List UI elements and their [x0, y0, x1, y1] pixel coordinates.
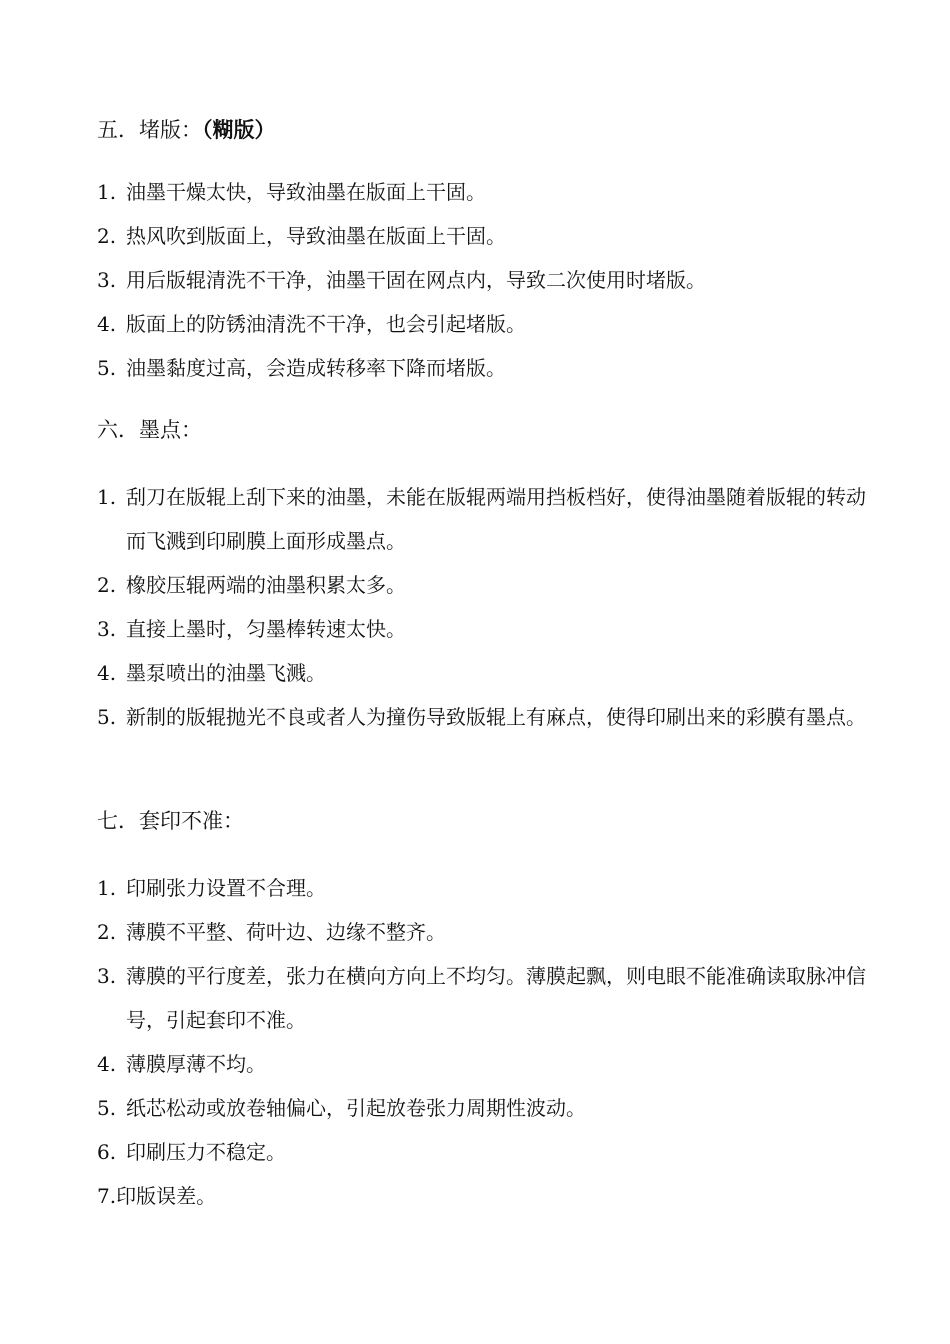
- item-number: 1.: [97, 876, 117, 900]
- item-text: 刮刀在版辊上刮下来的油墨，未能在版辊两端用挡板档好，使得油墨随着版辊的转动而飞溅到印刷膜上面形成墨点。: [126, 485, 866, 553]
- item-number: 6.: [97, 1140, 117, 1164]
- item-number: 5.: [97, 705, 117, 729]
- item-number: 5.: [97, 356, 117, 380]
- item-text: 薄膜厚薄不均。: [126, 1052, 266, 1076]
- list-item: [97, 475, 882, 563]
- list-item: [97, 1042, 882, 1086]
- item-text: 版面上的防锈油清洗不干净，也会引起堵版。: [126, 312, 526, 336]
- list-item: [97, 866, 882, 910]
- section-heading: [97, 115, 276, 145]
- list-item: [97, 170, 882, 214]
- item-text: 油墨干燥太快，导致油墨在版面上干固。: [126, 180, 486, 204]
- list-item: [97, 1130, 882, 1174]
- item-text: 印版误差。: [116, 1184, 217, 1208]
- list-item: [97, 1086, 882, 1130]
- section-heading-text: 六．墨点：: [97, 418, 202, 442]
- list-item: [97, 346, 882, 390]
- item-text: 纸芯松动或放卷轴偏心，引起放卷张力周期性波动。: [126, 1096, 586, 1120]
- list-item: [97, 214, 882, 258]
- list-item: [97, 607, 882, 651]
- list-item: [97, 258, 882, 302]
- section-heading-paren: （糊版）: [202, 118, 276, 142]
- item-number: 1.: [97, 180, 117, 204]
- list-item: [97, 563, 882, 607]
- item-number: 3.: [97, 617, 117, 641]
- item-text: 墨泵喷出的油墨飞溅。: [126, 661, 326, 685]
- section-heading: [97, 415, 202, 445]
- item-text: 直接上墨时，匀墨棒转速太快。: [126, 617, 406, 641]
- list-item: [97, 954, 882, 1042]
- list-item: [97, 1174, 882, 1218]
- list-item: [97, 302, 882, 346]
- item-number: 3.: [97, 268, 117, 292]
- item-text: 印刷压力不稳定。: [126, 1140, 286, 1164]
- item-number: 2.: [97, 573, 117, 597]
- item-number: 4.: [97, 661, 117, 685]
- item-text: 薄膜不平整、荷叶边、边缘不整齐。: [126, 920, 446, 944]
- item-number: 5.: [97, 1096, 117, 1120]
- section-heading: [97, 806, 244, 836]
- item-text: 新制的版辊抛光不良或者人为撞伤导致版辊上有麻点，使得印刷出来的彩膜有墨点。: [126, 705, 866, 729]
- item-number: 4.: [97, 312, 117, 336]
- item-text: 热风吹到版面上，导致油墨在版面上干固。: [126, 224, 506, 248]
- item-number: 7.: [97, 1184, 117, 1208]
- item-text: 橡胶压辊两端的油墨积累太多。: [126, 573, 406, 597]
- section-heading-text: 五．堵版：: [97, 118, 202, 142]
- list-item: [97, 910, 882, 954]
- item-text: 用后版辊清洗不干净，油墨干固在网点内，导致二次使用时堵版。: [126, 268, 706, 292]
- item-number: 2.: [97, 920, 117, 944]
- item-text: 薄膜的平行度差，张力在横向方向上不均匀。薄膜起飘，则电眼不能准确读取脉冲信号，引起套印不准。: [126, 964, 866, 1032]
- section-heading-text: 七．套印不准：: [97, 809, 244, 833]
- item-text: 印刷张力设置不合理。: [126, 876, 326, 900]
- list-item: [97, 651, 882, 695]
- item-number: 4.: [97, 1052, 117, 1076]
- item-number: 2.: [97, 224, 117, 248]
- list-item: [97, 695, 882, 739]
- item-number: 3.: [97, 964, 117, 988]
- item-number: 1.: [97, 485, 117, 509]
- item-text: 油墨黏度过高，会造成转移率下降而堵版。: [126, 356, 506, 380]
